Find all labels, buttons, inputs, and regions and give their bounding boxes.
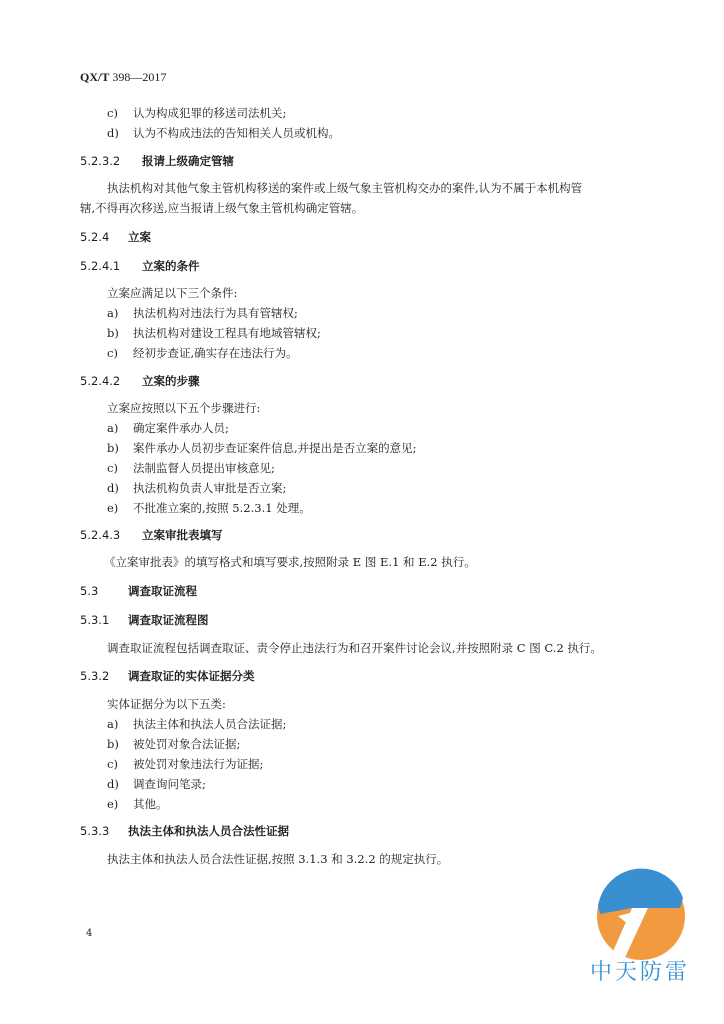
section-heading-524: 5.2.4 立案 <box>80 230 151 244</box>
paragraph: 执法机构对其他气象主管机构移送的案件或上级气象主管机构交办的案件,认为不属于本机构管 <box>107 181 583 195</box>
section-heading-53: 5.3 调查取证流程 <box>80 584 197 598</box>
section-heading-5243: 5.2.4.3 立案审批表填写 <box>80 528 223 542</box>
paragraph: 执法主体和执法人员合法性证据,按照 3.1.3 和 3.2.2 的规定执行。 <box>107 852 449 866</box>
list-item: a) 确定案件承办人员; <box>107 421 229 435</box>
code-prefix: QX/T <box>80 70 110 84</box>
section-heading-5232: 5.2.3.2 报请上级确定管辖 <box>80 154 234 168</box>
list-item: c) 被处罚对象违法行为证据; <box>107 757 264 771</box>
list-item: a) 执法机构对违法行为具有管辖权; <box>107 306 298 320</box>
page-number: 4 <box>86 928 93 939</box>
list-item: c) 经初步查证,确实存在违法行为。 <box>107 346 298 360</box>
section-heading-532: 5.3.2 调查取证的实体证据分类 <box>80 669 255 683</box>
paragraph: 立案应满足以下三个条件: <box>107 286 238 300</box>
section-heading-531: 5.3.1 调查取证流程图 <box>80 613 209 627</box>
document-code <box>80 70 166 85</box>
paragraph: 实体证据分为以下五类: <box>107 697 226 711</box>
list-item: c) 法制监督人员提出审核意见; <box>107 461 275 475</box>
code-number: 398—2017 <box>109 70 167 84</box>
section-heading-5242: 5.2.4.2 立案的步骤 <box>80 374 200 388</box>
list-item: e) 不批准立案的,按照 5.2.3.1 处理。 <box>107 501 311 515</box>
list-item: b) 案件承办人员初步查证案件信息,并提出是否立案的意见; <box>107 441 417 455</box>
paragraph-continued: 辖,不得再次移送,应当报请上级气象主管机构确定管辖。 <box>80 201 364 215</box>
list-item: b) 被处罚对象合法证据; <box>107 737 241 751</box>
paragraph: 《立案审批表》的填写格式和填写要求,按照附录 E 图 E.1 和 E.2 执行。 <box>104 555 476 569</box>
watermark-text: 中天防雷 <box>590 960 691 985</box>
paragraph: 立案应按照以下五个步骤进行: <box>107 401 261 415</box>
list-item: d) 调查询问笔录; <box>107 777 206 791</box>
list-item: a) 执法主体和执法人员合法证据; <box>107 717 287 731</box>
list-item: c) 认为构成犯罪的移送司法机关; <box>107 106 287 120</box>
section-heading-533: 5.3.3 执法主体和执法人员合法性证据 <box>80 824 289 838</box>
list-item: d) 执法机构负责人审批是否立案; <box>107 481 287 495</box>
list-item: e) 其他。 <box>107 797 168 811</box>
list-item: d) 认为不构成违法的告知相关人员或机构。 <box>107 126 340 140</box>
paragraph: 调查取证流程包括调查取证、责令停止违法行为和召开案件讨论会议,并按照附录 C 图 C.2 执行。 <box>107 641 602 655</box>
section-heading-5241: 5.2.4.1 立案的条件 <box>80 259 200 273</box>
list-item: b) 执法机构对建设工程具有地域管辖权; <box>107 326 321 340</box>
